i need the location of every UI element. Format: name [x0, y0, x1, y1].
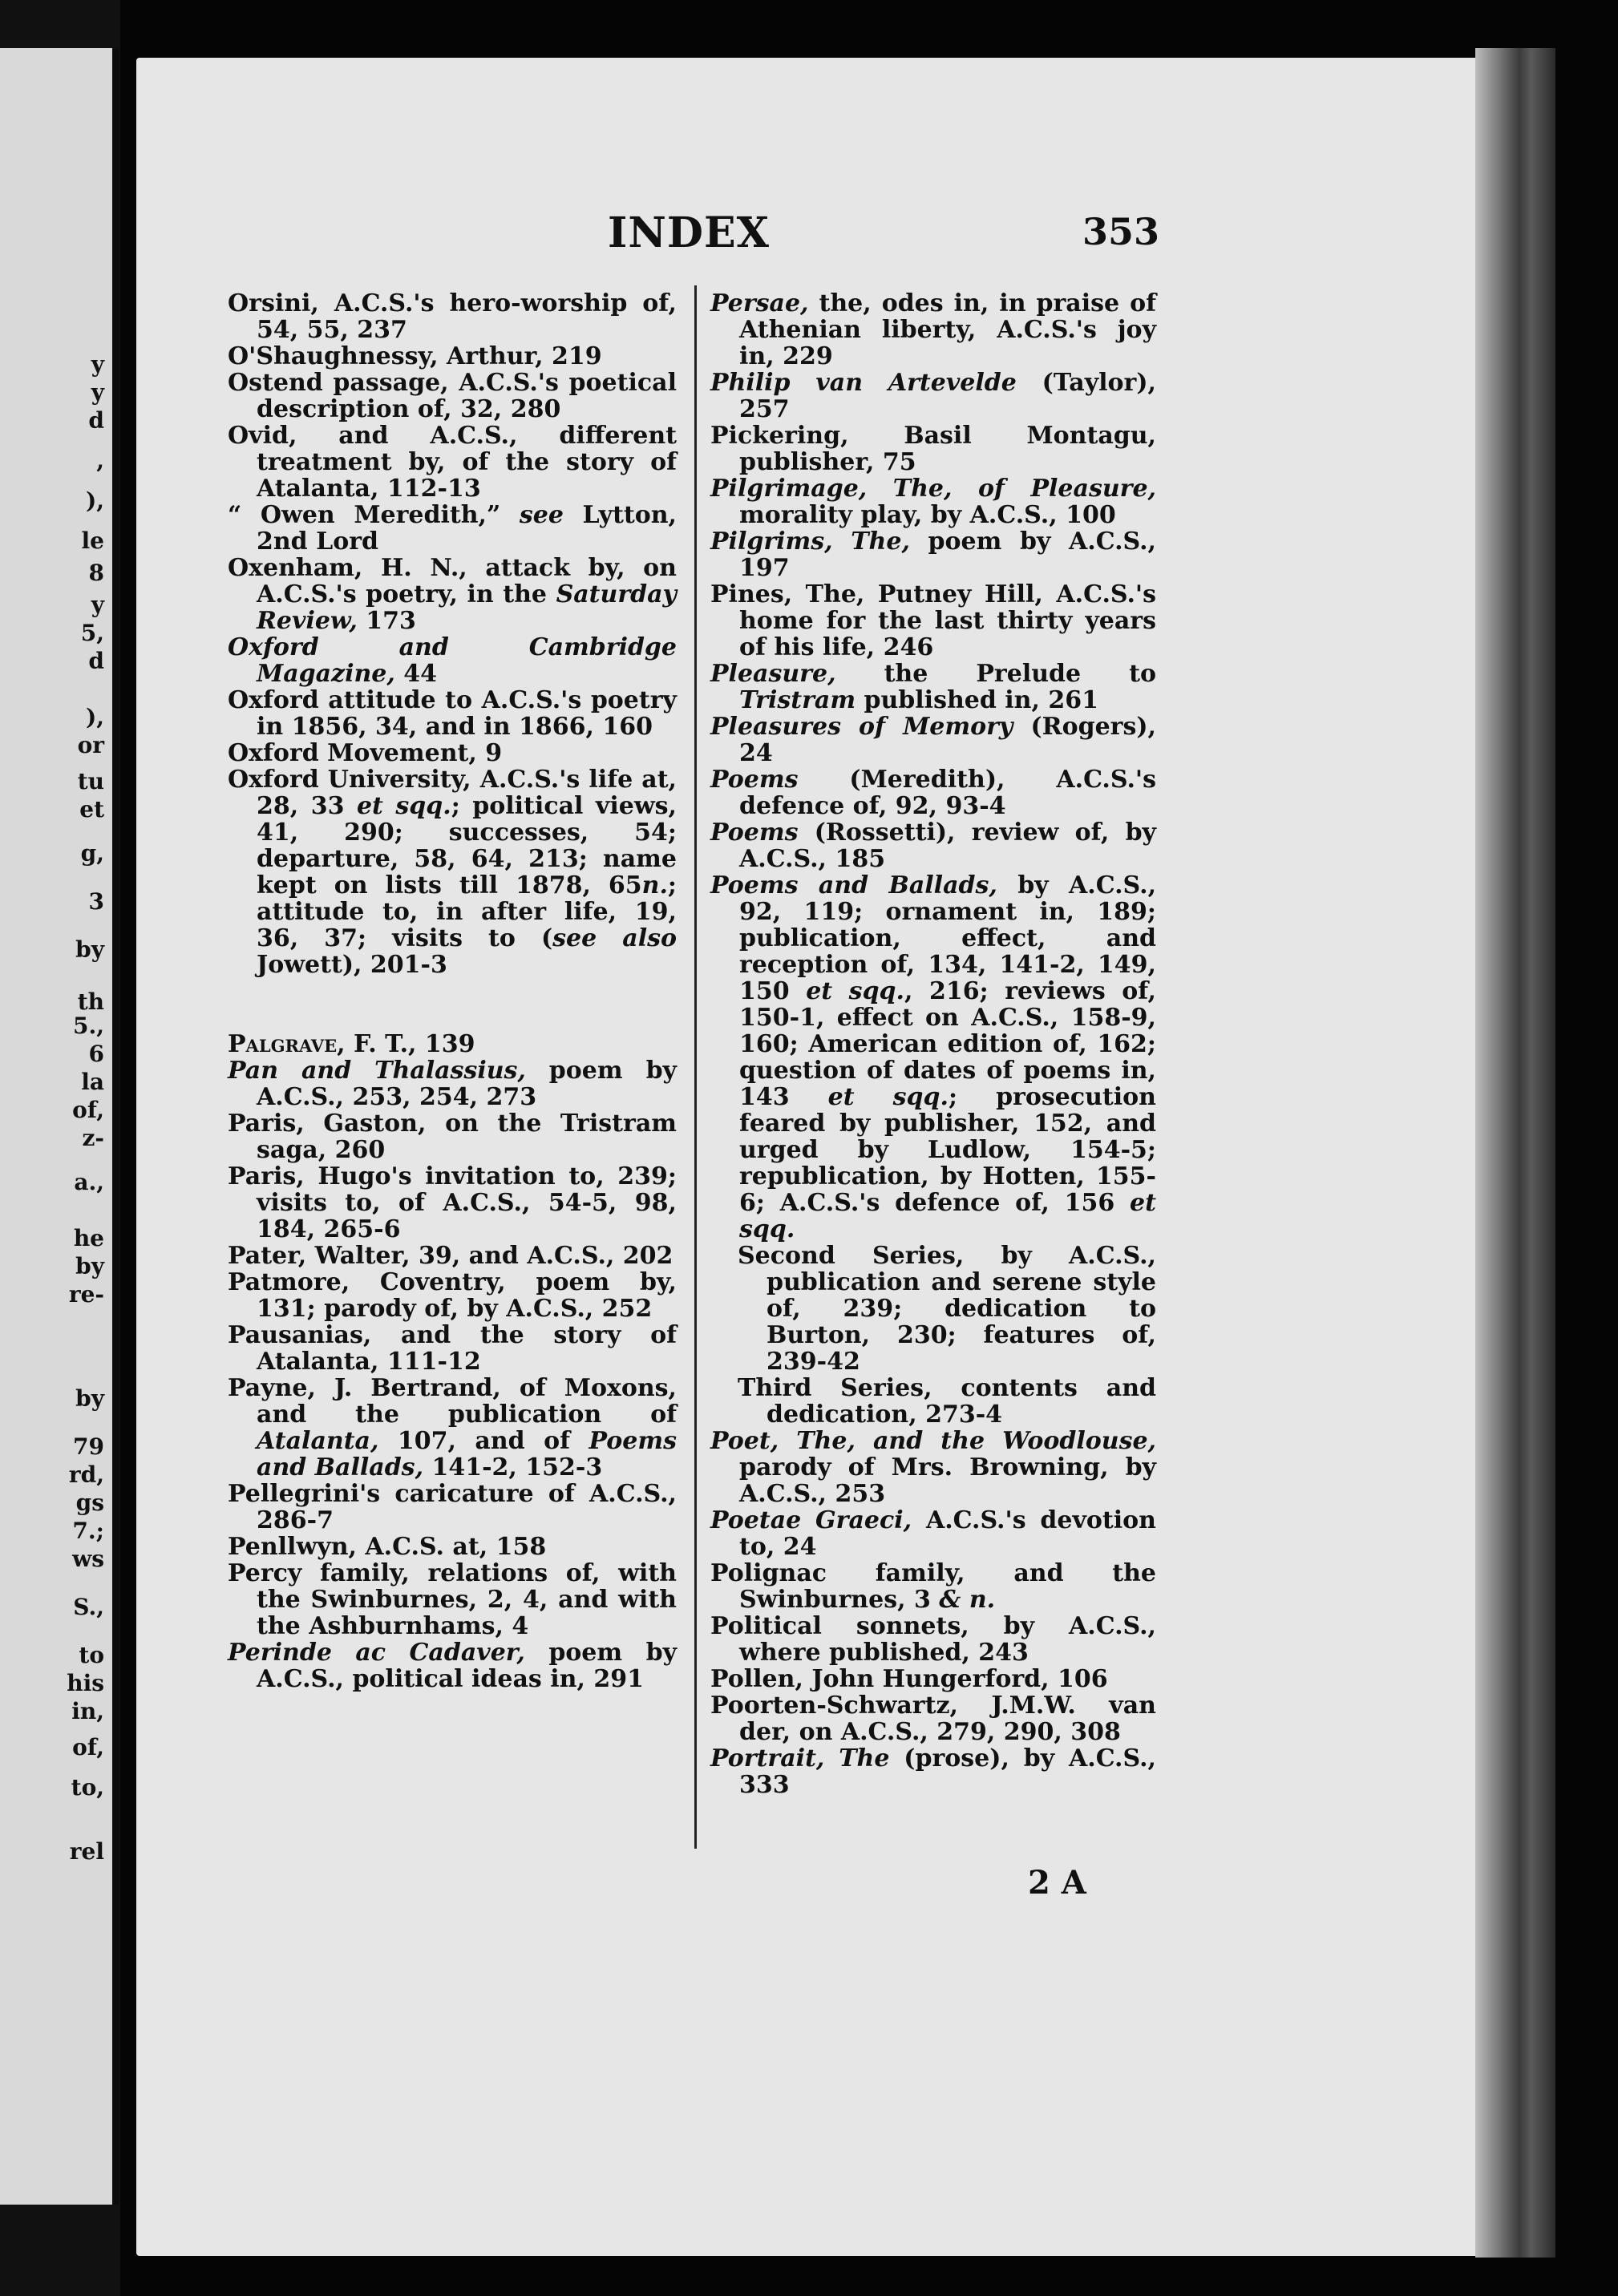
margin-fragment: or	[77, 732, 104, 758]
margin-fragment: rel	[69, 1838, 104, 1865]
entry-text: morality play, by A.C.S., 100	[739, 501, 1116, 529]
margin-fragment: le	[81, 528, 104, 554]
entry-text: 107, and of	[378, 1427, 589, 1455]
entry-text: Saturday Review,	[257, 580, 677, 635]
entry-text: by A.C.S., 92, 119; ornament in, 189; publication, effect, and reception of, 134, 141-2, 149, 150	[739, 871, 1157, 1005]
margin-fragment: to,	[71, 1774, 104, 1801]
index-entry	[710, 819, 1156, 872]
entry-text: Pausanias, and the story of Atalanta, 111-12	[228, 1321, 677, 1376]
index-entry	[228, 1243, 677, 1269]
entry-text: Philip van Artevelde	[710, 369, 1017, 397]
entry-text: Paris, Gaston, on the Tristram saga, 260	[228, 1110, 677, 1164]
margin-fragment: his	[67, 1670, 104, 1696]
page-title: INDEX	[608, 208, 770, 257]
entry-text: see also	[552, 924, 677, 952]
margin-fragment: 5,	[80, 620, 104, 646]
margin-fragment: z-	[82, 1125, 104, 1151]
entry-text: Ostend passage, A.C.S.'s poetical description of, 32, 280	[228, 369, 677, 423]
entry-text: Percy family, relations of, with the Swinburnes, 2, 4, and with the Ashburnhams, 4	[228, 1559, 677, 1640]
entry-text: “ Owen Meredith,”	[228, 501, 520, 529]
entry-text: et sqq.	[827, 1083, 949, 1111]
index-entry	[228, 1031, 677, 1057]
index-column-right	[710, 290, 1156, 1798]
entry-text: Penllwyn, A.C.S. at, 158	[228, 1533, 547, 1561]
entry-text: ; prosecution feared by publisher, 152, and urged by Ludlow, 154-5; republication, by Hotten, 155-6; A.C.S.'s defence of, 156	[739, 1083, 1156, 1217]
index-entry	[228, 1269, 677, 1322]
entry-gap	[228, 978, 677, 1031]
entry-text: Poetae Graeci,	[710, 1506, 912, 1534]
index-entry	[710, 713, 1156, 766]
index-entry	[228, 422, 677, 502]
entry-text: poem by A.C.S., 253, 254, 273	[257, 1057, 677, 1111]
margin-fragment: of,	[72, 1734, 104, 1760]
margin-fragment: 79	[73, 1433, 104, 1460]
entry-text: O'Shaughnessy, Arthur, 219	[228, 342, 602, 370]
index-entry	[710, 1692, 1156, 1745]
index-entry	[710, 1507, 1156, 1560]
index-entry	[228, 766, 677, 978]
entry-text: Persae,	[710, 289, 809, 317]
entry-text: Pilgrims, The,	[710, 528, 910, 556]
entry-text: n.	[641, 871, 668, 899]
entry-text: Poet, The, and the Woodlouse,	[710, 1427, 1156, 1455]
index-column-left	[228, 290, 677, 1692]
index-entry	[228, 1163, 677, 1243]
entry-text: poem by A.C.S., political ideas in, 291	[257, 1639, 677, 1693]
margin-fragment: ws	[72, 1546, 104, 1572]
margin-fragment: in,	[71, 1698, 104, 1724]
index-entry	[228, 1639, 677, 1692]
page-stack-edge	[1475, 48, 1555, 2258]
index-entry	[228, 1322, 677, 1375]
margin-fragment: of,	[72, 1097, 104, 1123]
entry-text: Pollen, John Hungerford, 106	[710, 1665, 1108, 1693]
margin-fragment: d	[88, 648, 104, 674]
index-subentry	[710, 1243, 1156, 1375]
entry-text: parody of Mrs. Browning, by A.C.S., 253	[739, 1453, 1156, 1508]
margin-fragment: 7.;	[72, 1518, 104, 1544]
entry-text: Palgrave,	[228, 1030, 346, 1058]
entry-text: (Meredith), A.C.S.'s defence of, 92, 93-4	[739, 766, 1156, 820]
margin-fragment: 3	[88, 888, 104, 915]
entry-text: Oxford University, A.C.S.'s life at, 28, 33	[228, 766, 677, 820]
entry-text: Patmore, Coventry, poem by, 131; parody of, by A.C.S., 252	[228, 1268, 677, 1323]
entry-text: Third Series, contents and dedication, 273-4	[738, 1374, 1156, 1429]
index-entry	[710, 290, 1156, 370]
entry-text: Portrait, The	[710, 1744, 890, 1773]
signature-mark: 2 A	[1028, 1864, 1086, 1902]
index-entry	[228, 634, 677, 687]
index-entry	[228, 1057, 677, 1110]
entry-text: ; political views, 41, 290; successes, 54; departure, 58, 64, 213; name kept on lists till 1878, 65	[257, 792, 677, 899]
entry-text: Pines, The, Putney Hill, A.C.S.'s home for the last thirty years of his life, 246	[710, 580, 1156, 661]
entry-text: Lytton, 2nd Lord	[257, 501, 677, 556]
index-entry	[228, 502, 677, 555]
index-entry	[228, 740, 677, 766]
entry-text: , 216; reviews of, 150-1, effect on A.C.S., 158-9, 160; American edition of, 162; question of dates of poems in, 143	[739, 977, 1156, 1111]
margin-fragment: a.,	[74, 1169, 104, 1195]
margin-fragment: S.,	[73, 1594, 104, 1620]
entry-text: Pellegrini's caricature of A.C.S., 286-7	[228, 1480, 677, 1534]
margin-fragment: y	[91, 351, 104, 378]
margin-fragment: 5.,	[73, 1013, 104, 1039]
index-entry	[710, 1613, 1156, 1666]
entry-text: Pater, Walter, 39, and A.C.S., 202	[228, 1242, 673, 1270]
index-entry	[710, 581, 1156, 661]
index-entry	[710, 872, 1156, 1243]
margin-fragment: by	[75, 936, 104, 963]
entry-text: Pilgrimage, The, of Pleasure,	[710, 475, 1156, 503]
entry-text: Poorten-Schwartz, J.M.W. van der, on A.C.S., 279, 290, 308	[710, 1692, 1156, 1746]
margin-fragment: y	[91, 379, 104, 406]
column-divider	[694, 285, 697, 1849]
entry-text: 44	[394, 660, 438, 688]
entry-text: Second Series, by A.C.S., publication and serene style of, 239; dedication to Burton, 230; features of, 239-42	[738, 1242, 1156, 1376]
entry-text: et sqq.	[739, 1189, 1156, 1243]
entry-text: et sqq.	[806, 977, 904, 1005]
margin-fragment: re-	[68, 1281, 104, 1308]
page-number: 353	[1082, 210, 1160, 253]
margin-fragment: th	[77, 988, 104, 1015]
index-subentry	[710, 1375, 1156, 1428]
entry-text: Orsini, A.C.S.'s hero-worship of, 54, 55, 237	[228, 289, 677, 344]
entry-text: published in, 261	[856, 686, 1099, 714]
entry-text: Jowett), 201-3	[257, 951, 447, 979]
entry-text: Payne, J. Bertrand, of Moxons, and the publication of	[228, 1374, 677, 1429]
entry-text: Polignac family, and the Swinburnes, 3	[710, 1559, 1156, 1614]
entry-text: (Taylor), 257	[739, 369, 1156, 423]
entry-text: A.C.S.'s devotion to, 24	[739, 1506, 1156, 1561]
margin-fragment: g,	[80, 840, 104, 867]
margin-fragment: to	[79, 1642, 104, 1668]
entry-text: Political sonnets, by A.C.S., where published, 243	[710, 1612, 1156, 1667]
entry-text: (Rossetti), review of, by A.C.S., 185	[739, 819, 1156, 873]
index-entry	[710, 528, 1156, 581]
index-entry	[228, 290, 677, 343]
margin-fragment: ),	[86, 704, 104, 730]
index-entry	[710, 661, 1156, 713]
margin-fragment: 6	[88, 1041, 104, 1067]
index-entry	[228, 1534, 677, 1560]
index-entry	[228, 1110, 677, 1163]
margin-fragment: 8	[88, 560, 104, 586]
index-entry	[710, 1666, 1156, 1692]
index-entry	[710, 766, 1156, 819]
entry-text: Poems and Ballads,	[257, 1427, 677, 1481]
entry-text: 173	[357, 607, 416, 635]
index-entry	[710, 370, 1156, 422]
entry-text: Atalanta,	[257, 1427, 379, 1455]
index-entry	[710, 475, 1156, 528]
margin-fragment: ,	[96, 447, 104, 474]
entry-text: F. T., 139	[345, 1030, 475, 1058]
entry-text: (prose), by A.C.S., 333	[739, 1744, 1156, 1799]
index-entry	[710, 1745, 1156, 1798]
entry-text: (Rogers), 24	[739, 713, 1156, 767]
margin-fragment: by	[75, 1385, 104, 1412]
index-entry	[710, 1560, 1156, 1613]
entry-text: Oxford attitude to A.C.S.'s poetry in 1856, 34, and in 1866, 160	[228, 686, 677, 741]
entry-text: et sqq.	[356, 792, 451, 820]
entry-text: Paris, Hugo's invitation to, 239; visits to, of A.C.S., 54-5, 98, 184, 265-6	[228, 1162, 677, 1243]
index-entry	[228, 1481, 677, 1534]
index-entry	[710, 422, 1156, 475]
entry-text: Oxford Movement, 9	[228, 739, 503, 767]
entry-text: the Prelude to	[835, 660, 1156, 688]
entry-text: Pleasure,	[710, 660, 836, 688]
entry-text: Oxenham, H. N., attack by, on A.C.S.'s poetry, in the	[228, 554, 677, 608]
entry-text: Ovid, and A.C.S., different treatment by, of the story of Atalanta, 112-13	[228, 422, 677, 503]
margin-fragment: et	[79, 796, 104, 823]
entry-text: Pleasures of Memory	[710, 713, 1013, 741]
margin-fragment: la	[81, 1069, 104, 1095]
index-entry	[228, 1375, 677, 1481]
entry-text: see	[519, 501, 564, 529]
index-entry	[228, 687, 677, 740]
entry-text: Perinde ac Cadaver,	[228, 1639, 525, 1667]
index-entry	[710, 1428, 1156, 1507]
entry-text: Pickering, Basil Montagu, publisher, 75	[710, 422, 1156, 476]
entry-text: & n.	[939, 1586, 996, 1614]
entry-text: the, odes in, in praise of Athenian liberty, A.C.S.'s joy in, 229	[739, 289, 1156, 370]
index-entry	[228, 1560, 677, 1639]
entry-text: 141-2, 152-3	[423, 1453, 603, 1481]
entry-text: ; attitude to, in after life, 19, 36, 37; visits to (	[257, 871, 677, 952]
entry-text: poem by A.C.S., 197	[739, 528, 1157, 582]
margin-fragment: d	[88, 407, 104, 434]
margin-fragment: he	[73, 1225, 104, 1251]
margin-fragment: by	[75, 1253, 104, 1279]
entry-text: Oxford and Cambridge Magazine,	[228, 633, 677, 688]
entry-text: Pan and Thalassius,	[228, 1057, 526, 1085]
margin-fragment: rd,	[68, 1461, 104, 1488]
margin-fragment: ),	[86, 487, 104, 514]
entry-text: Poems	[710, 766, 799, 794]
index-entry	[228, 370, 677, 422]
index-entry	[228, 555, 677, 634]
margin-fragment: y	[91, 592, 104, 618]
entry-text: Tristram	[739, 686, 856, 714]
entry-text: Poems	[710, 819, 799, 847]
margin-fragment: tu	[77, 768, 104, 794]
entry-text: Poems and Ballads,	[710, 871, 997, 899]
index-entry	[228, 343, 677, 370]
margin-fragment: gs	[75, 1490, 104, 1516]
